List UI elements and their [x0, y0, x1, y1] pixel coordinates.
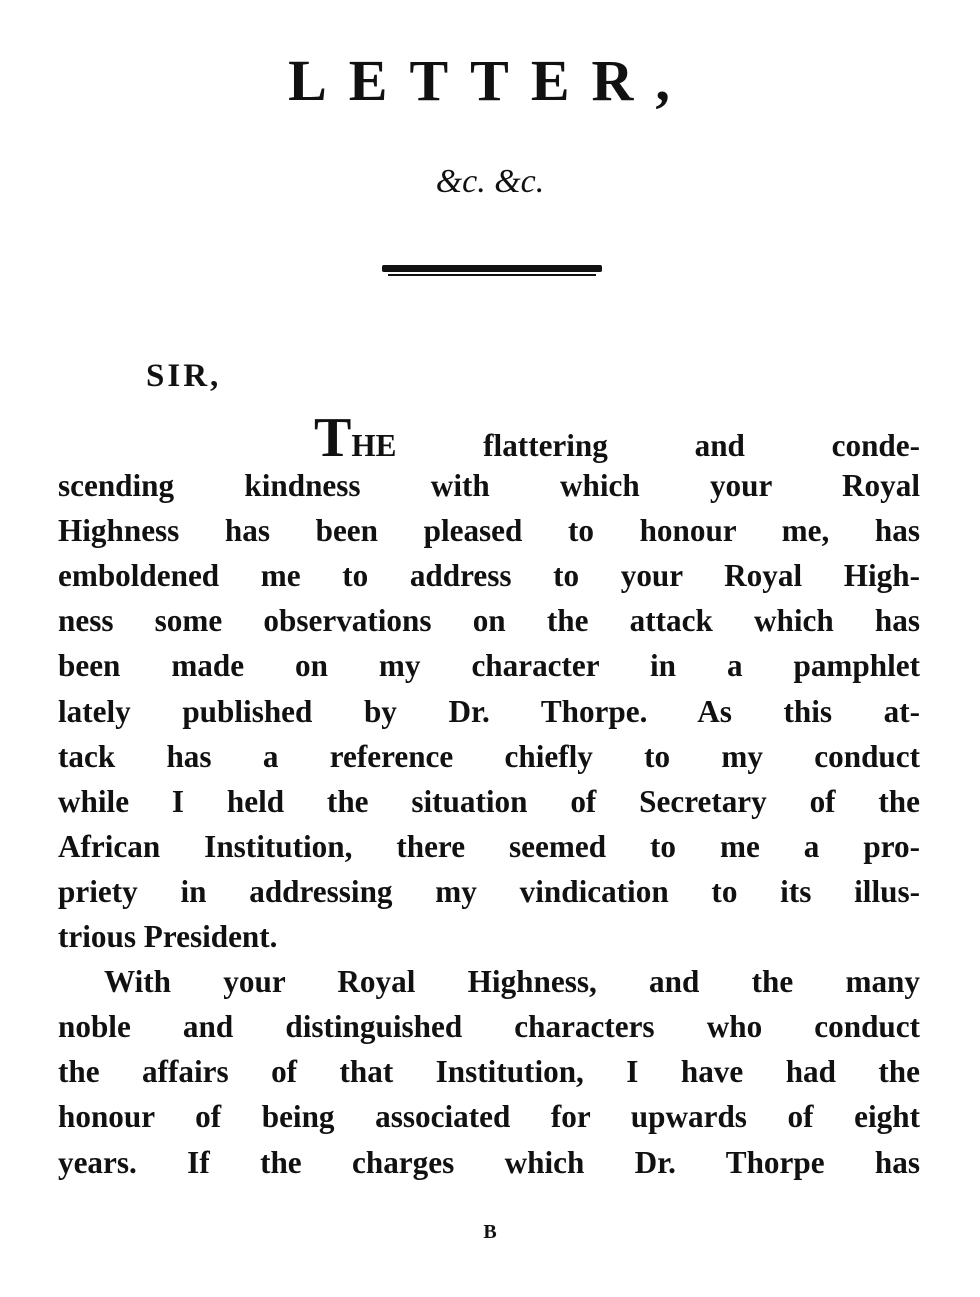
body-line: With your Royal Highness, and the many [104, 964, 920, 1000]
body-line: scending kindness with which your Royal [58, 468, 920, 504]
paragraph-1 [58, 407, 920, 959]
body-line: years. If the charges which Dr. Thorpe has [58, 1144, 920, 1180]
paragraph-2 [58, 959, 920, 1184]
body-line: honour of being associated for upwards of eight [58, 1099, 920, 1135]
body-line: ness some observations on the attack which has [58, 603, 920, 639]
letter-body [58, 407, 920, 1185]
body-line: while I held the situation of Secretary of the [58, 783, 920, 819]
body-line: noble and distinguished characters who conduct [58, 1009, 920, 1045]
salutation: SIR, [146, 358, 222, 394]
letter-subtitle: &c. &c. [435, 163, 545, 200]
body-line: Highness has been pleased to honour me, has [58, 513, 920, 549]
body-line: been made on my character in a pamphlet [58, 648, 920, 684]
body-line [58, 407, 920, 469]
body-line: tack has a reference chiefly to my conduct [58, 738, 920, 774]
rule-thin-line [388, 274, 596, 276]
body-line: priety in addressing my vindication to its illus- [58, 873, 920, 909]
body-line: African Institution, there seemed to me a pro- [58, 828, 920, 864]
ornamental-rule [382, 264, 602, 278]
body-line: emboldened me to address to your Royal High- [58, 558, 920, 594]
letter-title: LETTER, [288, 48, 692, 113]
rule-thick-line [382, 265, 602, 272]
drop-cap: T [314, 407, 352, 469]
body-line: the affairs of that Institution, I have had the [58, 1054, 920, 1090]
signature-mark: B [483, 1221, 497, 1243]
body-line: lately published by Dr. Thorpe. As this at- [58, 693, 920, 729]
body-line: trious President. [58, 919, 278, 955]
body-line-text: HE flattering and conde- [351, 428, 920, 463]
